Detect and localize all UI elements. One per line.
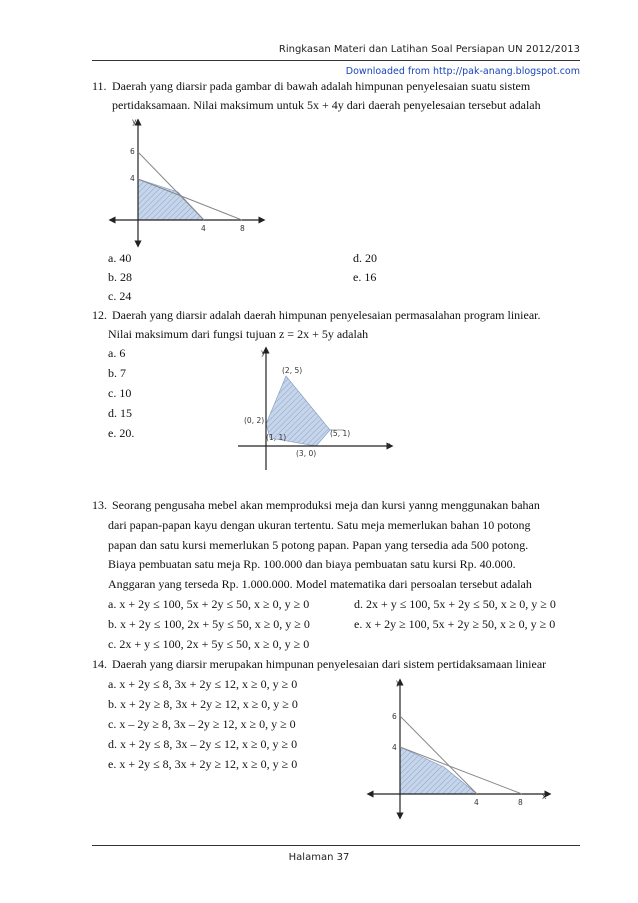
q11-text-line2: pertidaksamaan. Nilai maksimum untuk 5x + 4y dari daerah penyelesaian tersebut adalah — [112, 98, 541, 112]
q12-y-label: y — [261, 348, 266, 357]
q12-option-e[interactable]: e. 20. — [108, 426, 135, 440]
q12-text-line1: Daerah yang diarsir adalah daerah himpunan penyelesaian permasalahan program liniear. — [112, 308, 541, 322]
q14-option-b[interactable]: b. x + 2y ≥ 8, 3x + 2y ≥ 12, x ≥ 0, y ≥ 0 — [108, 697, 298, 711]
page-number: Halaman 37 — [288, 852, 350, 863]
q11-tick-y6: 6 — [130, 147, 135, 156]
q12-point-3-0: (3, 0) — [296, 449, 317, 458]
q14-tick-x4: 4 — [474, 798, 479, 807]
q13-option-d[interactable]: d. 2x + y ≤ 100, 5x + 2y ≤ 50, x ≥ 0, y ≥ 0 — [354, 597, 556, 611]
q12-number: 12. — [92, 308, 107, 322]
running-header: Ringkasan Materi dan Latihan Soal Persiapan UN 2012/2013 — [278, 44, 580, 55]
q13-text-line3: papan dan satu kursi memerlukan 5 potong papan. Papan yang tersedia ada 500 potong. — [108, 538, 529, 552]
q11-graph — [100, 112, 270, 252]
q14-shaded-region — [400, 747, 477, 794]
q13-option-b[interactable]: b. x + 2y ≤ 100, 2x + 5y ≤ 50, x ≥ 0, y ≥ 0 — [108, 617, 310, 631]
q13-text-line1: Seorang pengusaha mebel akan memproduksi meja dan kursi yanng menggunakan bahan — [112, 498, 540, 512]
q12-option-d[interactable]: d. 15 — [108, 406, 132, 420]
q11-text-line1: Daerah yang diarsir pada gambar di bawah adalah himpunan penyelesaian suatu sistem — [112, 79, 531, 93]
q11-option-a[interactable]: a. 40 — [108, 251, 132, 265]
q13-text-line5: Anggaran yang terseda Rp. 1.000.000. Model matematika dari persoalan tersebut adalah — [108, 577, 532, 591]
q11-option-c[interactable]: c. 24 — [108, 289, 132, 303]
header-rule — [92, 60, 580, 61]
q12-point-0-2: (0, 2) — [244, 416, 265, 425]
q12-point-5-1: (5, 1) — [330, 429, 351, 438]
q11-number: 11. — [92, 79, 107, 93]
q11-option-b[interactable]: b. 28 — [108, 270, 132, 284]
q12-point-1-1: (1, 1) — [266, 433, 287, 442]
q14-option-e[interactable]: e. x + 2y ≤ 8, 3x + 2y ≥ 12, x ≥ 0, y ≥ 0 — [108, 757, 298, 771]
q14-number: 14. — [92, 657, 107, 671]
q11-shaded-region — [138, 179, 204, 220]
q11-option-e[interactable]: e. 16 — [353, 270, 377, 284]
q12-option-a[interactable]: a. 6 — [108, 346, 126, 360]
q13-text-line2: dari papan-papan kayu dengan ukuran tertentu. Satu meja memerlukan bahan 10 potong — [108, 518, 531, 532]
q14-x-label: x — [542, 792, 547, 801]
q14-tick-y4: 4 — [392, 743, 397, 752]
q13-option-e[interactable]: e. x + 2y ≥ 100, 5x + 2y ≥ 50, x ≥ 0, y ≥ 0 — [354, 617, 556, 631]
q14-option-d[interactable]: d. x + 2y ≤ 8, 3x – 2y ≤ 12, x ≥ 0, y ≥ 0 — [108, 737, 298, 751]
q11-tick-x8: 8 — [240, 224, 245, 233]
q14-graph — [362, 676, 558, 820]
download-link[interactable]: Downloaded from http://pak-anang.blogspot.com — [345, 66, 580, 77]
q13-text-line4: Biaya pembuatan satu meja Rp. 100.000 dan biaya pembuatan satu kursi Rp. 40.000. — [108, 557, 516, 571]
q14-y-label: y — [396, 678, 401, 687]
q12-option-c[interactable]: c. 10 — [108, 386, 132, 400]
q13-number: 13. — [92, 498, 107, 512]
q14-option-c[interactable]: c. x – 2y ≥ 8, 3x – 2y ≥ 12, x ≥ 0, y ≥ 0 — [108, 717, 296, 731]
q13-option-a[interactable]: a. x + 2y ≤ 100, 5x + 2y ≤ 50, x ≥ 0, y ≥ 0 — [108, 597, 310, 611]
q12-text-line2: Nilai maksimum dari fungsi tujuan z = 2x + 5y adalah — [108, 327, 369, 341]
q14-tick-y6: 6 — [392, 712, 397, 721]
q14-option-a[interactable]: a. x + 2y ≤ 8, 3x + 2y ≤ 12, x ≥ 0, y ≥ 0 — [108, 677, 298, 691]
q14-text-line1: Daerah yang diarsir merupakan himpunan penyelesaian dari sistem pertidaksamaan liniear — [112, 657, 547, 671]
footer-rule — [92, 845, 580, 846]
q12-point-2-5: (2, 5) — [282, 366, 303, 375]
q12-graph — [232, 344, 402, 476]
q11-y-label: y — [132, 117, 137, 126]
q13-option-c[interactable]: c. 2x + y ≤ 100, 2x + 5y ≤ 50, x ≥ 0, y ≥ 0 — [108, 637, 310, 651]
q11-tick-y4: 4 — [130, 174, 135, 183]
q14-tick-x8: 8 — [518, 798, 523, 807]
q11-option-d[interactable]: d. 20 — [353, 251, 377, 265]
q11-tick-x4: 4 — [201, 224, 206, 233]
q12-option-b[interactable]: b. 7 — [108, 366, 126, 380]
q12-x-label: x — [386, 441, 391, 450]
